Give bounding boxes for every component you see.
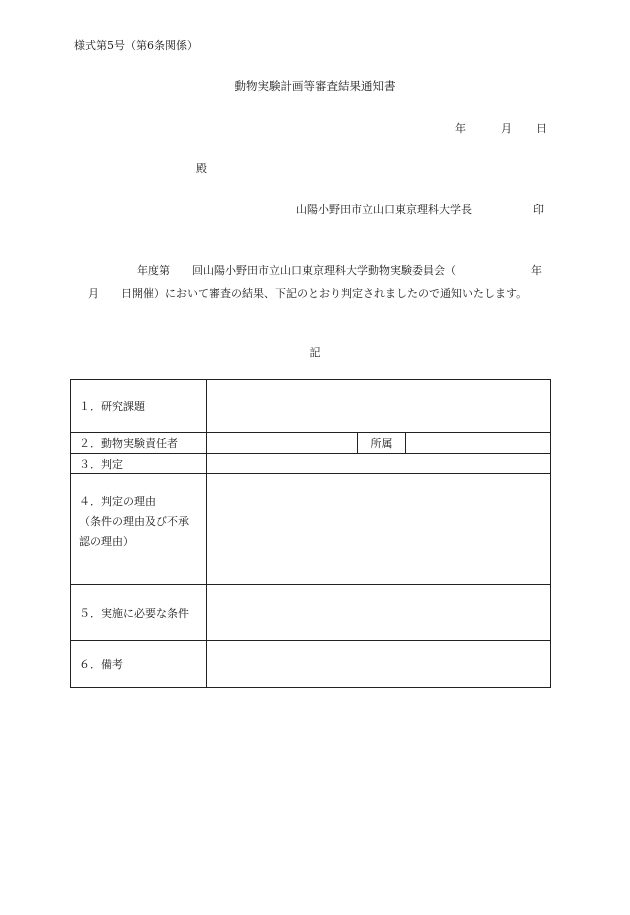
judgment-reason-line3: 認の理由） (79, 535, 134, 548)
required-conditions-label: ５．実施に必要な条件 (71, 585, 207, 641)
judgment-reason-line1: ４．判定の理由 (79, 495, 156, 508)
body-year-mark: 年 (531, 264, 542, 277)
responsible-person-field[interactable] (207, 433, 358, 454)
remarks-field[interactable] (207, 641, 551, 688)
issuer-seal-mark: 印 (533, 203, 544, 216)
judgment-reason-label (71, 474, 207, 585)
judgment-label: ３．判定 (71, 454, 207, 474)
table-row (71, 474, 551, 585)
table-row (71, 454, 551, 474)
date-line (455, 120, 547, 136)
document-title: 動物実験計画等審査結果通知書 (234, 79, 396, 93)
table-row (71, 433, 551, 454)
judgment-field[interactable] (207, 454, 551, 474)
issuer-name: 山陽小野田市立山口東京理科大学長 (296, 203, 472, 216)
date-year: 年 (455, 122, 466, 135)
date-month: 月 (501, 122, 512, 135)
addressee-honorific: 殿 (196, 162, 207, 175)
body-notice-text: 日開催）において審査の結果、下記のとおり判定されましたので通知いたします。 (121, 287, 528, 300)
body-fiscal-year: 年度第 (137, 264, 170, 277)
body-text-line1 (137, 262, 456, 278)
affiliation-field[interactable] (406, 433, 551, 454)
research-topic-label: １．研究課題 (71, 380, 207, 433)
body-text-line2 (88, 285, 527, 301)
form-number-label: 様式第5号（第6条関係） (74, 39, 198, 52)
ki-heading: 記 (309, 346, 321, 359)
table-row (71, 380, 551, 433)
remarks-label: ６．備考 (71, 641, 207, 688)
table-row (71, 641, 551, 688)
responsible-person-label: ２．動物実験責任者 (71, 433, 207, 454)
table-row (71, 585, 551, 641)
body-committee: 回山陽小野田市立山口東京理科大学動物実験委員会（ (192, 264, 456, 277)
judgment-reason-field[interactable] (207, 474, 551, 585)
research-topic-field[interactable] (207, 380, 551, 433)
judgment-reason-line2: （条件の理由及び不承 (79, 515, 189, 528)
date-day: 日 (536, 122, 547, 135)
affiliation-label: 所属 (358, 433, 406, 454)
body-month-mark: 月 (88, 287, 99, 300)
required-conditions-field[interactable] (207, 585, 551, 641)
review-result-table (70, 379, 551, 688)
